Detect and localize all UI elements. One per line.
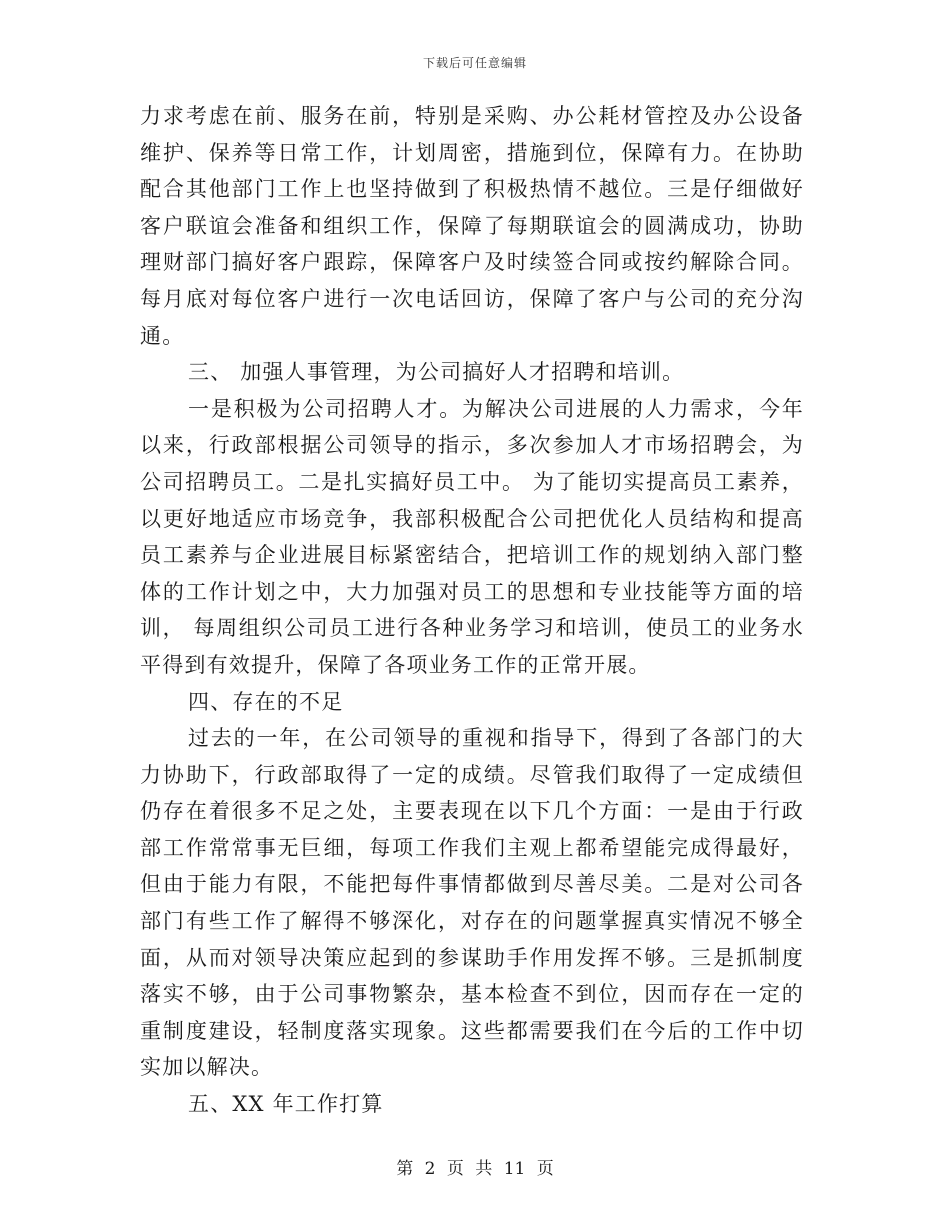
section-heading-3: 三、 加强人事管理，为公司搞好人才招聘和培训。 (188, 360, 685, 385)
paragraph-shortcomings: 过去的一年，在公司领导的重视和指导下，得到了各部门的大力协助下，行政部取得了一定的成绩。尽管我们取得了一定成绩但仍存在着很多不足之处，主要表现在以下几个方面：一是由于行政部工作常常事无巨细，每项工作我们主观上都希望能完成得最好，但由于能力有限，不能把每件事情都做到尽善尽美。二是对公司各部门有些工作了解得不够深化，对存在的问题掌握真实情况不够全面，从而对领导决策应起到的参谋助手作用发挥不够。三是抓制度落实不够，由于公司事物繁杂，基本检查不到位，因而存在一定的重制度建设，轻制度落实现象。这些都需要我们在今后的工作中切实加以解决。 (140, 726, 804, 1080)
section-heading-5: 五、XX 年工作打算 (188, 1092, 384, 1117)
document-body (140, 98, 804, 1123)
page-number: 第 2 页 共 11 页 (396, 1159, 554, 1179)
section-heading-4: 四、存在的不足 (188, 689, 344, 714)
paragraph-recruitment: 一是积极为公司招聘人才。为解决公司进展的人力需求，今年以来，行政部根据公司领导的指示，多次参加人才市场招聘会，为公司招聘员工。二是扎实搞好员工中。 为了能切实提高员工素养，以更好地适应市场竞争，我部积极配合公司把优化人员结构和提高员工素养与企业进展目标紧密结合，把培训工作的规划纳入部门整体的工作计划之中，大力加强对员工的思想和专业技能等方面的培训， 每周组织公司员工进行各种业务学习和培训，使员工的业务水平得到有效提升，保障了各项业务工作的正常开展。 (140, 396, 804, 677)
page-header: 下载后可任意编辑 (422, 56, 527, 70)
paragraph-continuation: 力求考虑在前、服务在前，特别是采购、办公耗材管控及办公设备维护、保养等日常工作，计划周密，措施到位，保障有力。在协助配合其他部门工作上也坚持做到了积极热情不越位。三是仔细做好客户联谊会准备和组织工作，保障了每期联谊会的圆满成功，协助理财部门搞好客户跟踪，保障客户及时续签合同或按约解除合同。每月底对每位客户进行一次电话回访，保障了客户与公司的充分沟通。 (140, 104, 804, 348)
